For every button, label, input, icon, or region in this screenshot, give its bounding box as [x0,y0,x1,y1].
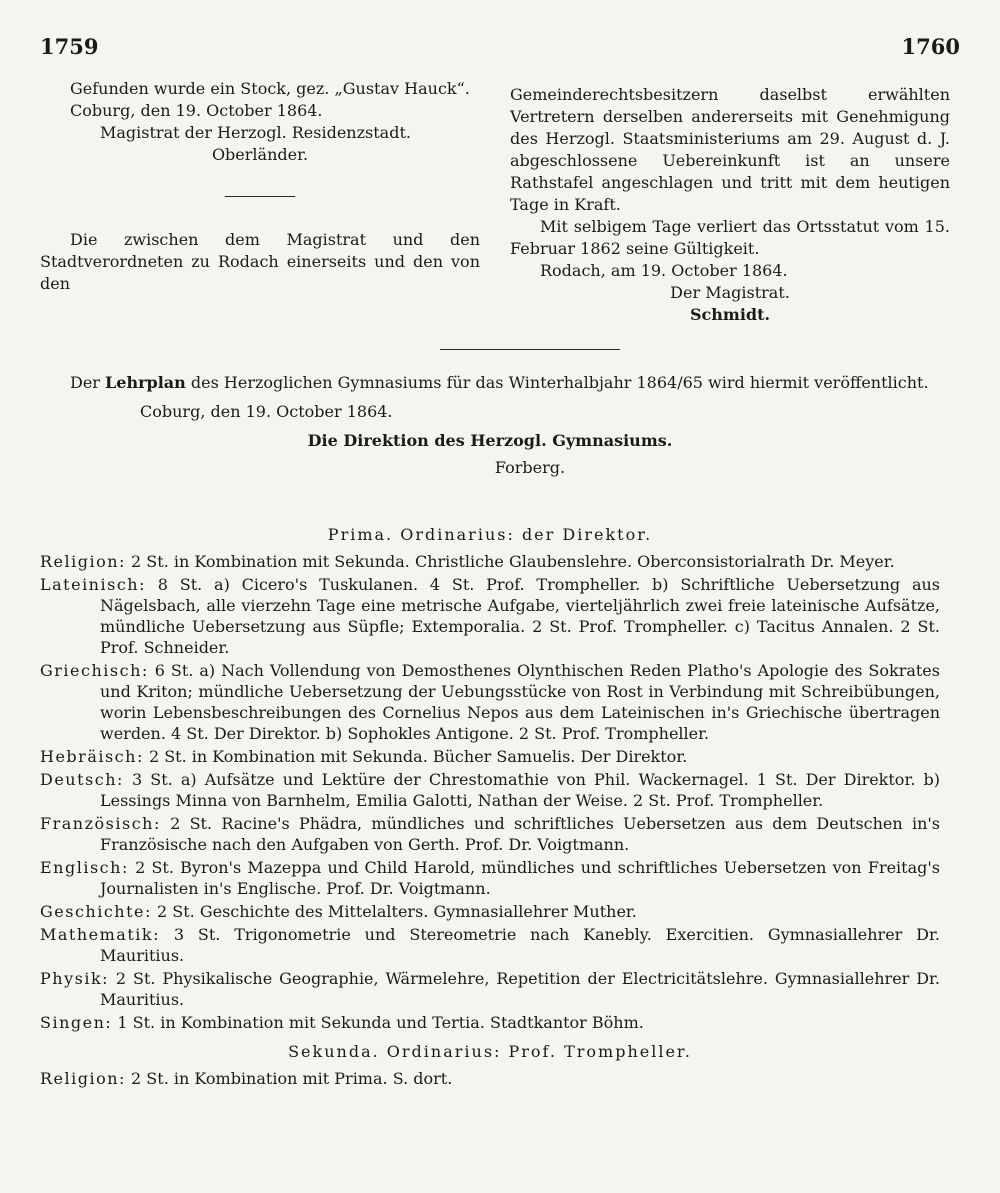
subject-entry [40,924,940,966]
found-signature: Oberländer. [211,145,309,164]
subject-entry [40,813,940,855]
subject-name: Religion: [40,552,126,571]
section-divider [225,196,295,197]
decree-authority: Die Direktion des Herzogl. Gymnasiums. [307,431,673,450]
found-authority: Magistrat der Herzogl. Residenzstadt. [100,123,411,142]
subject-entry [40,574,940,658]
subject-name: Griechisch: [40,661,149,680]
found-date: Coburg, den 19. October 1864. [70,101,323,120]
right-column [510,84,950,326]
prima-header: Prima. Ordinarius: der Direktor. [327,525,653,544]
subject-entry [40,1012,940,1033]
subject-name: Mathematik: [40,925,160,944]
subject-name: Englisch: [40,858,129,877]
subject-description: 1 St. in Kombination mit Sekunda und Tertia. Stadtkantor Böhm. [117,1013,644,1032]
decree-bold: Lehrplan [105,373,186,392]
subject-name: Hebräisch: [40,747,144,766]
found-notice: Gefunden wurde ein Stock, gez. „Gustav Hauck“. [70,79,470,98]
subject-name: Religion: [40,1069,126,1088]
subject-description: 2 St. Geschichte des Mittelalters. Gymnasiallehrer Muther. [157,902,637,921]
subject-description: 3 St. Trigonometrie und Stereometrie nach Kanebly. Exercitien. Gymnasiallehrer Dr. Mauritius. [100,925,940,965]
subject-description: 2 St. Byron's Mazeppa und Child Harold, mündliches und schriftliches Uebersetzen von Freitag's Journalisten in's Englische. Prof. Dr. Voigtmann. [100,858,940,898]
page-divider [440,349,620,350]
subject-name: Geschichte: [40,902,152,921]
curriculum-plan [40,524,940,1091]
subject-entry [40,1068,940,1089]
subject-name: Singen: [40,1013,113,1032]
subject-description: 3 St. a) Aufsätze und Lektüre der Chrestomathie von Phil. Wackernagel. 1 St. Der Direktor. b) Lessings Minna von Barnhelm, Emilia Galotti, Nathan der Weise. 2 St. Prof. Trompheller. [100,770,941,810]
decree-signature: Forberg. [494,458,566,477]
subject-description: 8 St. a) Cicero's Tuskulanen. 4 St. Prof. Trompheller. b) Schriftliche Uebersetzung aus Nägelsbach, alle vierzehn Tage eine metrische Aufgabe, vierteljährlich zwei freie lateinische Aufsätze, mündliche Uebersetzung aus Süpfle; Extemporalia. 2 St. Prof. Trompheller. c) Tacitus Annalen. 2 St. Prof. Schneider. [100,575,941,657]
subject-entry [40,901,940,922]
subject-description: 6 St. a) Nach Vollendung von Demosthenes Olynthischen Reden Platho's Apologie des Sokrates und Kriton; mündliche Uebersetzung der Uebungsstücke von Rost in Verbindung mit Schreibübungen, worin Lebensbeschreibungen des Cornelius Nepos aus dem Lateinischen in's Griechische übertragen werden. 4 St. Der Direktor. b) Sophokles Antigone. 2 St. Prof. Trompheller. [100,661,940,743]
subject-entry [40,551,940,572]
rodach-signature: Schmidt. [689,305,771,324]
rodach-notice-start: Die zwischen dem Magistrat und den Stadtverordneten zu Rodach einerseits und den von den [40,230,480,293]
subject-description: 2 St. in Kombination mit Prima. S. dort. [131,1069,453,1088]
decree-text [40,372,940,393]
sekunda-header: Sekunda. Ordinarius: Prof. Trompheller. [288,1042,692,1061]
curriculum-decree [40,372,940,478]
subject-description: 2 St. in Kombination mit Sekunda. Bücher Samuelis. Der Direktor. [148,747,688,766]
decree-post: des Herzoglichen Gymnasiums für das Winterhalbjahr 1864/65 wird hiermit veröffentlicht. [185,373,929,392]
decree-date: Coburg, den 19. October 1864. [140,402,393,421]
sekunda-list [40,1068,940,1089]
subject-description: 2 St. Racine's Phädra, mündliches und schriftliches Uebersetzen aus dem Deutschen in's Französische nach den Aufgaben von Gerth. Prof. Dr. Voigtmann. [100,814,941,854]
subject-name: Lateinisch: [40,575,146,594]
rodach-notice-validity: Mit selbigem Tage verliert das Ortsstatut vom 15. Februar 1862 seine Gültigkeit. [510,217,950,258]
subject-entry [40,746,940,767]
subject-description: 2 St. in Kombination mit Sekunda. Christliche Glaubenslehre. Oberconsistorialrath Dr. Meyer. [131,552,895,571]
subject-entry [40,968,940,1010]
rodach-date: Rodach, am 19. October 1864. [540,261,788,280]
subject-description: 2 St. Physikalische Geographie, Wärmelehre, Repetition der Electricitätslehre. Gymnasiallehrer Dr. Mauritius. [100,969,940,1009]
subject-entry [40,769,940,811]
left-column [40,78,480,295]
subject-name: Physik: [40,969,110,988]
rodach-notice-continued: Gemeinderechtsbesitzern daselbst erwählten Vertretern derselben andererseits mit Genehmigung des Herzogl. Staatsministeriums am 29. August d. J. abgeschlossene Uebereinkunft ist an unsere Rathstafel angeschlagen und tritt mit dem heutigen Tage in Kraft. [510,85,950,214]
subject-name: Deutsch: [40,770,124,789]
prima-list [40,551,940,1033]
subject-entry [40,660,940,744]
subject-name: Französisch: [40,814,161,833]
rodach-authority: Der Magistrat. [670,283,790,302]
page-number-left: 1759 [40,34,99,59]
page-number-right: 1760 [901,34,960,59]
subject-entry [40,857,940,899]
decree-pre: Der [70,373,106,392]
